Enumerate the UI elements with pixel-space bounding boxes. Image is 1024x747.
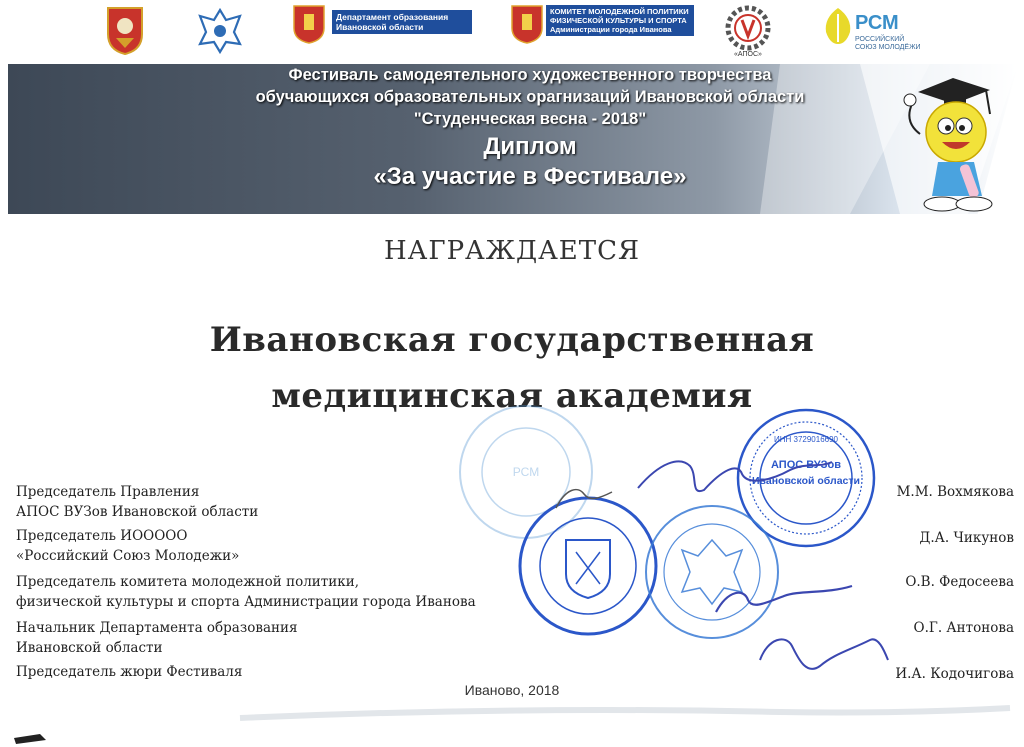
- banner-text: [200, 64, 860, 192]
- signature-kodochigova: [760, 639, 888, 669]
- corner-mark: [14, 734, 46, 744]
- signatory-4-name: О.Г. Антонова: [913, 620, 1014, 636]
- festival-title-line2: обучающихся образовательных орагнизаций Ивановской области: [255, 88, 805, 106]
- apos-stamp-center2: Ивановской области: [752, 475, 860, 487]
- signatory-3-name: О.В. Федосеева: [905, 574, 1014, 590]
- signatory-1-line2: АПОС ВУЗов Ивановской области: [16, 504, 259, 520]
- rsm-faint-stamp: [460, 406, 592, 538]
- signatory-5-position: [16, 662, 242, 682]
- signatory-4-position: [16, 618, 298, 658]
- place-and-year: Иваново, 2018: [464, 682, 560, 698]
- diploma-title: Диплом: [483, 133, 577, 160]
- signatory-1-position: [16, 482, 258, 522]
- festival-title-line3: "Студенческая весна - 2018": [413, 110, 647, 128]
- signatory-3-line2: физической культуры и спорта Администрации города Иванова: [16, 594, 476, 610]
- signatory-2-line1: Председатель ИООООО: [16, 528, 188, 544]
- signatory-1-name: М.М. Вохмякова: [896, 484, 1014, 500]
- apos-logo-text: «АПОС»: [734, 51, 762, 58]
- signatory-3-line1: Председатель комитета молодежной политики,: [16, 574, 359, 590]
- rsm-stamp-text: РСМ: [512, 465, 540, 479]
- committee-label: КОМИТЕТ МОЛОДЕЖНОЙ ПОЛИТИКИ ФИЗИЧЕСКОЙ КУЛЬТУРЫ И СПОРТА Администрации города Иванова: [546, 5, 694, 36]
- signature-chikunov: [556, 490, 612, 508]
- bottom-decor-line: [240, 708, 1010, 718]
- festival-title-line1: Фестиваль самодеятельного художественного творчества: [288, 66, 772, 84]
- recipient-line2: медицинская академия: [271, 376, 753, 416]
- department-stamp: [646, 506, 778, 638]
- committee-stamp: [520, 498, 656, 634]
- signatory-2-line2: «Российский Союз Молодежи»: [16, 548, 240, 564]
- signatory-4-line1: Начальник Департамента образования: [16, 620, 298, 636]
- signatory-2-name: Д.А. Чикунов: [919, 530, 1014, 546]
- signatory-1-line1: Председатель Правления: [16, 484, 200, 500]
- dept-education-label: Департамент образования Ивановской области: [332, 10, 472, 34]
- signatory-5-line1: Председатель жюри Фестиваля: [16, 664, 243, 680]
- signatory-4-line2: Ивановской области: [16, 640, 163, 656]
- diploma-subtitle: «За участие в Фестивале»: [373, 163, 687, 190]
- apos-stamp: [738, 410, 874, 546]
- rsm-logo-text: РСМ: [855, 12, 899, 34]
- signature-fedoseeva: [716, 586, 852, 612]
- apos-stamp-inn: ИНН 3729016690: [773, 435, 839, 444]
- rsm-logo-subtext: РОССИЙСКИЙ СОЮЗ МОЛОДЁЖИ: [855, 36, 921, 51]
- signatory-5-name: И.А. Кодочигова: [895, 666, 1014, 682]
- signatory-3-position: [16, 572, 476, 612]
- graduate-mascot-icon: [898, 70, 998, 215]
- signature-vokhmyakova: [638, 461, 832, 491]
- signatory-2-position: [16, 526, 239, 566]
- apos-stamp-center1: АПОС ВУЗов: [770, 459, 842, 471]
- award-label: НАГРАЖДАЕТСЯ: [383, 236, 641, 266]
- recipient-line1: Ивановская государственная: [209, 320, 815, 360]
- recipient-name: [0, 312, 1024, 424]
